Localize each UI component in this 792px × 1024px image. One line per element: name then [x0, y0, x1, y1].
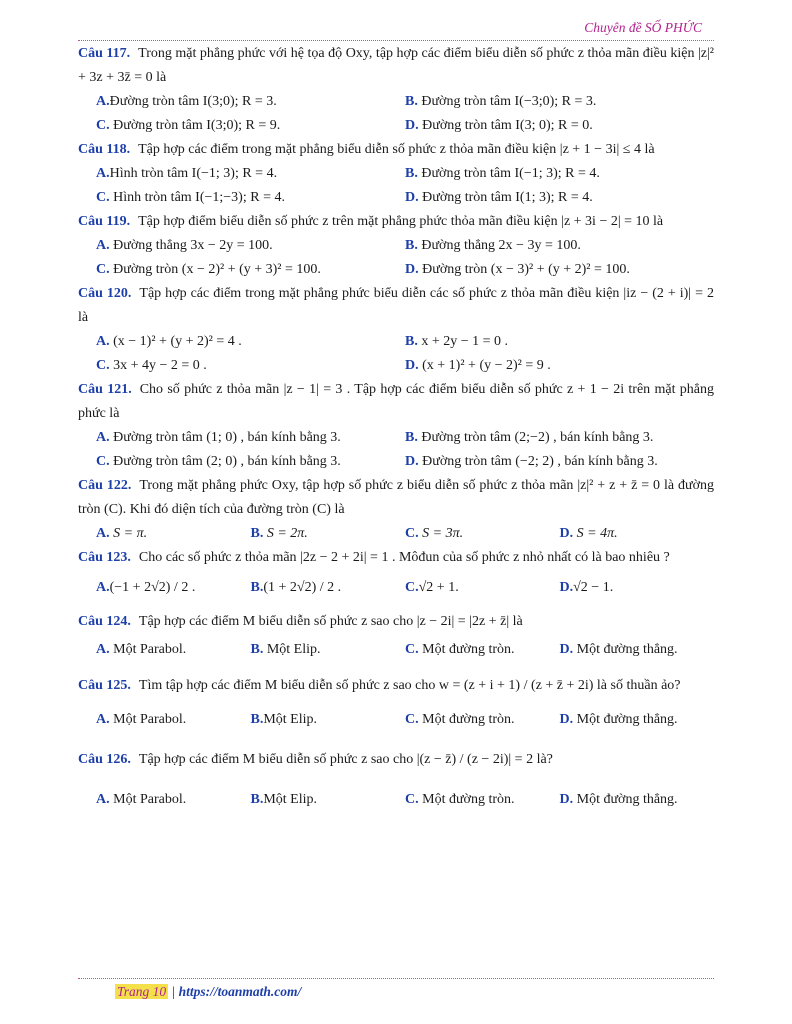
option-b: B.Một Elip. — [250, 712, 318, 727]
option-a: A. (x − 1)² + (y + 2)² = 4 . — [96, 334, 242, 349]
question-125 — [78, 674, 714, 732]
footer-divider — [78, 978, 714, 979]
option-b: B. Đường tròn tâm I(−1; 3); R = 4. — [405, 166, 600, 181]
question-126 — [78, 748, 714, 812]
question-number: Câu 120. — [78, 286, 132, 301]
question-text: Tập hợp các điểm trong mặt phẳng biểu diễn số phức z thỏa mãn điều kiện |z + 1 − 3i| ≤ 4 là — [138, 142, 655, 157]
option-a: A.Đường tròn tâm I(3;0); R = 3. — [96, 94, 277, 109]
option-a: A.(−1 + 2√2) / 2 . — [96, 580, 196, 595]
option-c: C.√2 + 1. — [405, 580, 459, 595]
option-d: D. Một đường thẳng. — [559, 642, 678, 657]
question-number: Câu 122. — [78, 478, 132, 493]
option-c: C. Đường tròn (x − 2)² + (y + 3)² = 100. — [96, 262, 321, 277]
option-a: A. S = π. — [96, 526, 148, 541]
option-b: B.(1 + 2√2) / 2 . — [250, 580, 342, 595]
question-text: Trong mặt phẳng phức với hệ tọa độ Oxy, tập hợp các điểm biểu diễn số phức z thỏa mãn điều kiện |z|² + 3z + 3z̄ = 0 là — [78, 46, 714, 85]
question-text: Cho số phức z thỏa mãn |z − 1| = 3 . Tập hợp các điểm biểu diễn số phức z + 1 − 2i trên mặt phẳng phức là — [78, 382, 714, 421]
option-d: D. (x + 1)² + (y − 2)² = 9 . — [405, 358, 551, 373]
option-c: C. Đường tròn tâm (2; 0) , bán kính bằng 3. — [96, 454, 341, 469]
question-number: Câu 124. — [78, 614, 131, 629]
question-number: Câu 118. — [78, 142, 131, 157]
footer-separator: | — [168, 984, 179, 999]
option-d: D. Đường tròn (x − 3)² + (y + 2)² = 100. — [405, 262, 630, 277]
question-119 — [78, 210, 714, 282]
page-number: Trang 10 — [117, 984, 167, 999]
option-c: C. Đường tròn tâm I(3;0); R = 9. — [96, 118, 281, 133]
question-text: Tìm tập hợp các điểm M biểu diễn số phức z sao cho w = (z + i + 1) / (z + z̄ + 2i) là số thuần ảo? — [138, 678, 681, 693]
option-a: A.Hình tròn tâm I(−1; 3); R = 4. — [96, 166, 278, 181]
question-124 — [78, 610, 714, 662]
option-a: A. Đường thẳng 3x − 2y = 100. — [96, 238, 273, 253]
question-number: Câu 121. — [78, 382, 132, 397]
option-b: B. S = 2π. — [250, 526, 308, 541]
option-a: A. Một Parabol. — [96, 792, 187, 807]
option-c: C. Một đường tròn. — [405, 792, 515, 807]
question-number: Câu 123. — [78, 550, 131, 565]
option-a: A. Một Parabol. — [96, 642, 187, 657]
question-122 — [78, 474, 714, 546]
question-text: Tập hợp các điểm trong mặt phẳng phức biểu diễn các số phức z thỏa mãn điều kiện |iz − (2 + i)| = 2 là — [78, 286, 715, 325]
option-d: D.√2 − 1. — [559, 580, 614, 595]
question-number: Câu 117. — [78, 46, 131, 61]
question-text: Tập hợp các điểm M biểu diễn số phức z sao cho |z − 2i| = |2z + z̄| là — [138, 614, 523, 629]
option-c: C. S = 3π. — [405, 526, 464, 541]
question-123 — [78, 546, 714, 606]
question-number: Câu 125. — [78, 678, 131, 693]
option-d: D. Một đường thẳng. — [559, 792, 678, 807]
option-c: C. Hình tròn tâm I(−1;−3); R = 4. — [96, 190, 285, 205]
question-list — [78, 42, 714, 812]
question-121 — [78, 378, 714, 474]
option-b: B.Một Elip. — [250, 792, 318, 807]
option-d: D. Đường tròn tâm I(1; 3); R = 4. — [405, 190, 593, 205]
option-b: B. x + 2y − 1 = 0 . — [405, 334, 509, 349]
page-footer — [115, 984, 301, 1000]
option-d: D. Đường tròn tâm (−2; 2) , bán kính bằng 3. — [405, 454, 658, 469]
option-c: C. Một đường tròn. — [405, 642, 515, 657]
option-c: C. Một đường tròn. — [405, 712, 515, 727]
option-b: B. Một Elip. — [250, 642, 321, 657]
option-a: A. Đường tròn tâm (1; 0) , bán kính bằng 3. — [96, 430, 341, 445]
footer-link[interactable]: https://toanmath.com/ — [178, 984, 302, 999]
question-117 — [78, 42, 714, 138]
option-d: D. S = 4π. — [559, 526, 618, 541]
option-d: D. Một đường thẳng. — [559, 712, 678, 727]
question-text: Cho các số phức z thỏa mãn |2z − 2 + 2i| = 1 . Môđun của số phức z nhỏ nhất có là bao nhiêu ? — [138, 550, 670, 565]
option-d: D. Đường tròn tâm I(3; 0); R = 0. — [405, 118, 593, 133]
option-c: C. 3x + 4y − 2 = 0 . — [96, 358, 207, 373]
option-b: B. Đường tròn tâm (2;−2) , bán kính bằng 3. — [405, 430, 654, 445]
question-text: Tập hợp các điểm M biểu diễn số phức z sao cho |(z − z̄) / (z − 2i)| = 2 là? — [138, 752, 553, 767]
question-number: Câu 119. — [78, 214, 131, 229]
option-a: A. Một Parabol. — [96, 712, 187, 727]
question-120 — [78, 282, 714, 378]
question-118 — [78, 138, 714, 210]
header-divider — [78, 40, 714, 41]
option-b: B. Đường tròn tâm I(−3;0); R = 3. — [405, 94, 597, 109]
page-header-title: Chuyên đề SỐ PHỨC — [584, 20, 702, 35]
option-b: B. Đường thẳng 2x − 3y = 100. — [405, 238, 581, 253]
question-text: Tập hợp điểm biểu diễn số phức z trên mặt phẳng phức thỏa mãn điều kiện |z + 3i − 2| = 10 là — [138, 214, 664, 229]
question-text: Trong mặt phẳng phức Oxy, tập hợp số phức z biểu diễn số phức z thỏa mãn |z|² + z + z̄ = 0 là đường tròn (C). Khi đó diện tích của đường tròn (C) là — [78, 478, 714, 517]
question-number: Câu 126. — [78, 752, 131, 767]
